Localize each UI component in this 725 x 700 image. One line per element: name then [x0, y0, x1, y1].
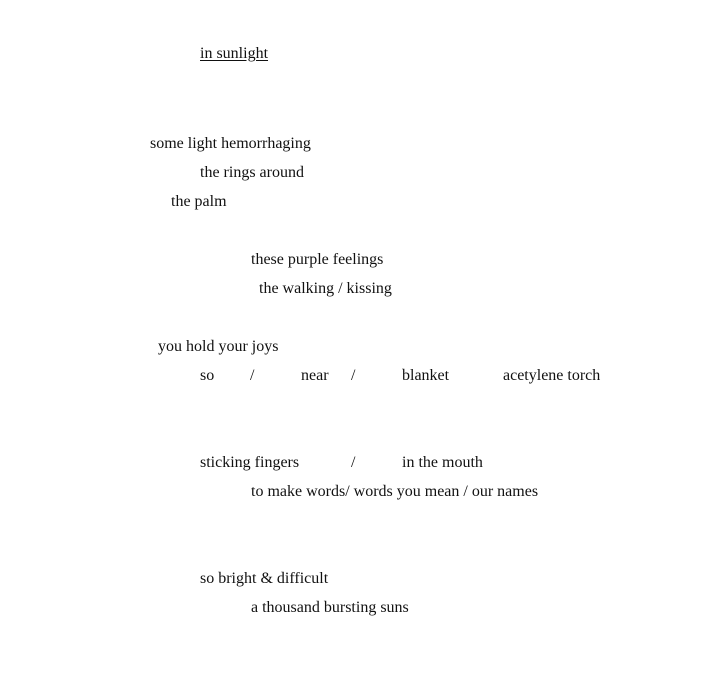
- stanza-1-line-3: the palm: [171, 193, 227, 210]
- stanza-5-line-1: so bright & difficult: [200, 570, 329, 587]
- stanza-3-line-2-word-acetylene-torch: acetylene torch: [503, 367, 601, 384]
- stanza-3-line-2-word-near: near: [301, 367, 329, 384]
- stanza-4-line-2: to make words/ words you mean / our names: [251, 483, 539, 500]
- stanza-2-line-2: the walking / kissing: [259, 280, 392, 297]
- stanza-3-line-2-slash-1: /: [250, 367, 255, 384]
- stanza-3-line-2-slash-2: /: [351, 367, 356, 384]
- stanza-4-line-1-slash: /: [351, 454, 356, 471]
- stanza-2-line-1: these purple feelings: [251, 251, 384, 268]
- stanza-1-line-2: the rings around: [200, 164, 304, 181]
- stanza-3-line-2-word-so: so: [200, 367, 215, 384]
- stanza-3-line-1: you hold your joys: [158, 338, 279, 355]
- stanza-4-line-1-phrase-2: in the mouth: [402, 454, 483, 471]
- stanza-3-line-2-word-blanket: blanket: [402, 367, 450, 384]
- stanza-1-line-1: some light hemorrhaging: [150, 135, 311, 152]
- poem-title: in sunlight: [200, 45, 269, 62]
- stanza-4-line-1-phrase-1: sticking fingers: [200, 454, 300, 471]
- stanza-5-line-2: a thousand bursting suns: [251, 599, 409, 616]
